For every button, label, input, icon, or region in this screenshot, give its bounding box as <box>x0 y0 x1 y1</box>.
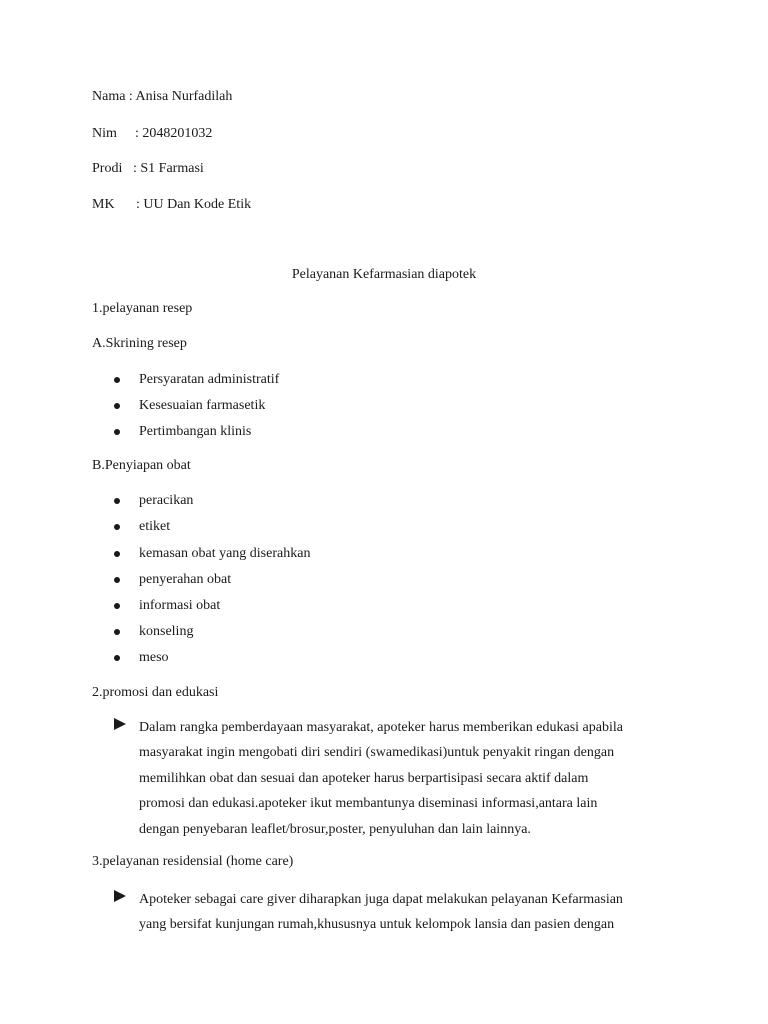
bullet-icon <box>114 429 120 435</box>
mk-label: MK <box>92 197 115 212</box>
bullet-icon <box>114 551 120 557</box>
paragraph-line: Apoteker sebagai care giver diharapkan juga dapat melakukan pelayanan Kefarmasian <box>139 892 623 907</box>
section1-sub-b-heading: B.Penyiapan obat <box>92 458 191 473</box>
student-name <box>92 88 232 106</box>
course <box>92 196 251 214</box>
student-prodi <box>92 160 204 178</box>
paragraph-line: Dalam rangka pemberdayaan masyarakat, apoteker harus memberikan edukasi apabila <box>139 720 623 735</box>
bullet-icon <box>114 524 120 530</box>
list-item-text: penyerahan obat <box>139 572 232 587</box>
bullet-icon <box>114 655 120 661</box>
nim-label: Nim <box>92 126 117 141</box>
bullet-icon <box>114 603 120 609</box>
document-title: Pelayanan Kefarmasian diapotek <box>291 267 477 282</box>
prodi-label: Prodi <box>92 161 123 176</box>
bullet-icon <box>114 498 120 504</box>
student-nim <box>92 125 212 143</box>
paragraph-line: promosi dan edukasi.apoteker ikut membantunya diseminasi informasi,antara lain <box>139 796 598 812</box>
nim-value: : 2048201032 <box>135 126 213 141</box>
list-item-text: Persyaratan administratif <box>139 372 280 387</box>
list-item-text: Kesesuaian farmasetik <box>139 398 266 413</box>
bullet-icon <box>114 629 120 635</box>
list-item-text: peracikan <box>139 493 194 508</box>
section1-heading: 1.pelayanan resep <box>92 301 193 316</box>
paragraph-line: masyarakat ingin mengobati diri sendiri (swamedikasi)untuk penyakit ringan dengan <box>139 745 615 761</box>
mk-value: : UU Dan Kode Etik <box>136 197 252 212</box>
list-item-text: etiket <box>139 519 171 534</box>
section1-sub-a-heading: A.Skrining resep <box>92 336 187 351</box>
list-item-text: informasi obat <box>139 598 221 613</box>
student-name-text: Nama : Anisa Nurfadilah <box>92 89 233 104</box>
arrow-bullet-icon <box>114 718 126 730</box>
section3-heading: 3.pelayanan residensial (home care) <box>92 854 294 869</box>
arrow-bullet-icon <box>114 890 126 902</box>
bullet-icon <box>114 403 120 409</box>
list-item-text: kemasan obat yang diserahkan <box>139 546 311 561</box>
list-item-text: meso <box>139 650 169 665</box>
list-item-text: Pertimbangan klinis <box>139 424 252 439</box>
list-item-text: konseling <box>139 624 194 639</box>
paragraph-line: dengan penyebaran leaflet/brosur,poster, penyuluhan dan lain lainnya. <box>139 821 531 837</box>
bullet-icon <box>114 577 120 583</box>
section2-heading: 2.promosi dan edukasi <box>92 685 219 700</box>
paragraph-line: memilihkan obat dan sesuai dan apoteker harus berpartisipasi secara aktif dalam <box>139 770 589 786</box>
bullet-icon <box>114 377 120 383</box>
paragraph-line: yang bersifat kunjungan rumah,khususnya untuk kelompok lansia dan pasien dengan <box>139 917 615 933</box>
prodi-value: : S1 Farmasi <box>133 161 204 176</box>
